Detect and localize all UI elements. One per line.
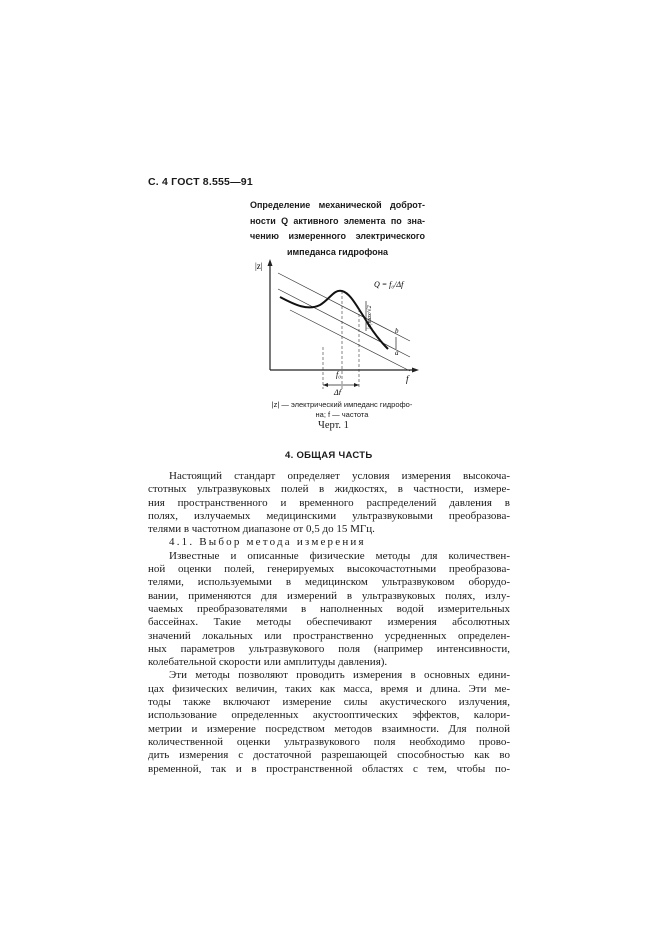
page-header: С. 4 ГОСТ 8.555—91 bbox=[148, 176, 253, 188]
x-axis-arrow bbox=[412, 368, 419, 373]
df-arrow-left bbox=[323, 383, 328, 387]
text-line: значений локальных или пространственно усредненных определен- bbox=[148, 629, 510, 642]
figure-legend bbox=[252, 400, 432, 420]
legend-line: |z| — электрический импеданс гидрофо- bbox=[271, 400, 413, 409]
legend-line: на; f — частота bbox=[315, 410, 369, 419]
figure-number: Черт. 1 bbox=[318, 420, 349, 431]
df-label: Δf bbox=[334, 388, 341, 395]
text-line: ния пространственного и временного распределений давления в bbox=[148, 496, 510, 509]
text-line: количественной оценки ультразвукового поля необходимо прово- bbox=[148, 735, 510, 748]
y-axis-label: |z| bbox=[255, 261, 263, 271]
paragraph bbox=[148, 550, 510, 670]
subsection-heading-text: 4.1. Выбор метода измерения bbox=[169, 536, 366, 549]
text-line: тоды также включают измерение силы акустического излучения, bbox=[148, 696, 510, 709]
text-line: ной оценки полей, генерируемых высокочастотными преобразова- bbox=[148, 563, 510, 576]
section-title: 4. ОБЩАЯ ЧАСТЬ bbox=[285, 450, 373, 461]
y-axis-arrow bbox=[268, 259, 273, 266]
text-line: телями, используемыми в медицинском ультразвуковом оборудо- bbox=[148, 576, 510, 589]
text-line: цах физических величин, таких как масса, время и длина. Эти ме- bbox=[148, 682, 510, 695]
text-line: бассейнах. Такие методы обеспечивают измерения абсолютных bbox=[148, 616, 510, 629]
q-formula: Q = f₀/Δf bbox=[374, 280, 404, 289]
figure-caption bbox=[250, 198, 425, 260]
paragraph bbox=[148, 470, 510, 536]
impedance-diagram bbox=[250, 255, 425, 395]
mark-b: b bbox=[395, 327, 399, 335]
text-line: Настоящий стандарт определяет условия измерения высокоча- bbox=[169, 470, 510, 482]
text-line: вании, применяются для измерений в ультразвуковых полях, излу- bbox=[148, 589, 510, 602]
df-arrow-right bbox=[354, 383, 359, 387]
text-line: ных параметров ультразвукового поля (например интенсивности, bbox=[148, 642, 510, 655]
x-axis-label: f bbox=[406, 374, 409, 384]
subsection-heading bbox=[148, 536, 510, 549]
paragraph bbox=[148, 669, 510, 775]
lower-tangent-line bbox=[290, 310, 410, 371]
caption-line: ности Q активного элемента по зна- bbox=[250, 215, 425, 226]
text-line: Эти методы позволяют проводить измерения в основных едини- bbox=[169, 669, 510, 682]
text-line: телями в частотном диапазоне от 0,5 до 15 МГц. bbox=[148, 523, 375, 536]
text-line: метрии и измерение посредством методов взаимности. Для полной bbox=[148, 722, 510, 735]
middle-tangent-line bbox=[278, 289, 410, 357]
text-line: временной, так и в пространственной областях с тем, чтобы по- bbox=[148, 762, 510, 775]
text-line: Известные и описанные физические методы для количествен- bbox=[169, 549, 510, 562]
body-text bbox=[148, 470, 510, 776]
caption-line: Определение механической доброт- bbox=[250, 200, 425, 210]
text-line: дить измерения с достаточной разрешающей способностью как во bbox=[148, 749, 510, 762]
caption-line: чению измеренного электрического bbox=[250, 231, 425, 241]
f0-label: f₀ bbox=[336, 370, 342, 379]
mark-a: a bbox=[395, 349, 399, 357]
impedance-figure bbox=[250, 255, 425, 400]
caption-line: импеданса гидрофона bbox=[286, 246, 389, 257]
text-line: использование определенных акустооптических эффектов, калори- bbox=[148, 709, 510, 722]
text-line: стотных ультразвуковых полей в жидкостях, в частности, измере- bbox=[148, 483, 510, 496]
ratio-label: |z|max/√2 bbox=[367, 305, 373, 329]
text-line: колебательной скорости или амплитуды давления). bbox=[148, 656, 388, 669]
text-line: чаемых преобразователями в наполненных водой измерительных bbox=[148, 602, 510, 615]
text-line: полях, излучаемых медицинскими ультразвуковыми преобразова- bbox=[148, 509, 510, 522]
